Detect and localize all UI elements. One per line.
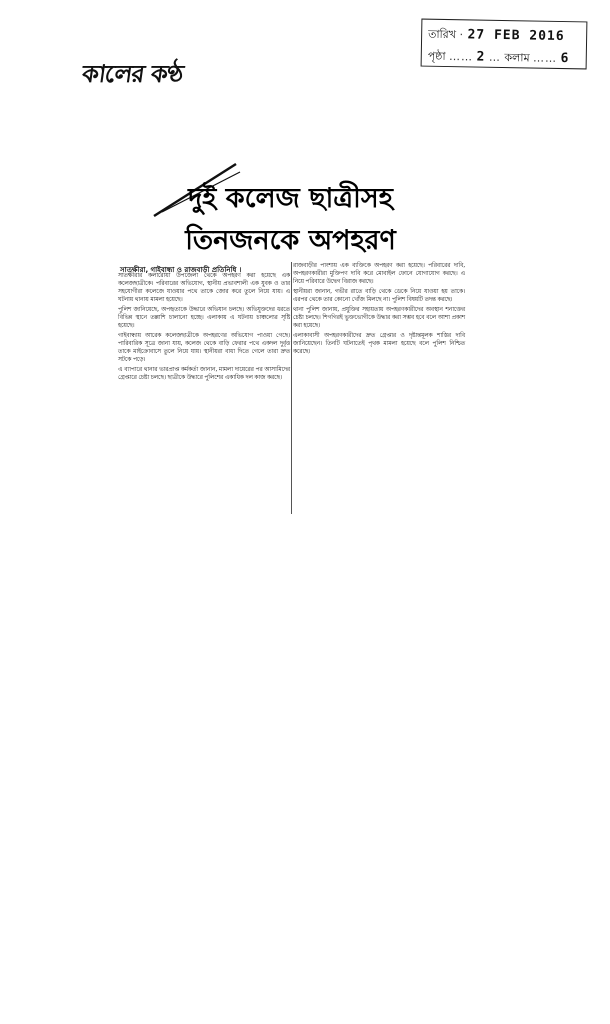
article-column-right — [293, 262, 465, 358]
stamp-date-row: তারিখ · 27 FEB 2016 — [428, 27, 565, 45]
stamp-page-row: পৃষ্ঠা …… 2 … কলাম …… 6 — [427, 49, 570, 67]
archive-stamp — [421, 19, 588, 70]
stamp-column-label: কলাম — [504, 51, 530, 65]
stamp-date-value: 27 FEB 2016 — [467, 27, 565, 45]
stamp-page-label: পৃষ্ঠা — [427, 49, 446, 63]
stamp-page-value: 2 — [476, 49, 486, 65]
column-divider — [291, 262, 292, 514]
article-paragraph: এ ব্যাপারে থানার ভারপ্রাপ্ত কর্মকর্তা জানান, মামলা দায়েরের পর আসামিদের গ্রেপ্তারে চেষ্টা চলছে। ছাত্রীকে উদ্ধারে পুলিশের একাধিক দল কাজ করছে। — [118, 366, 290, 381]
article-paragraph: সাতক্ষীরার কলারোয়া উপজেলা থেকে অপহরণ করা হয়েছে এক কলেজছাত্রীকে। পরিবারের অভিযোগ, স্থানীয় প্রভাবশালী এক যুবক ও তার সহযোগীরা কলেজে যাওয়ার পথে তাকে জোর করে তুলে নিয়ে যায়। এ ঘটনায় থানায় মামলা হয়েছে। — [118, 272, 290, 303]
headline-line-1: দুই কলেজ ছাত্রীসহ — [188, 183, 393, 214]
headline-line-2: তিনজনকে অপহরণ — [185, 225, 396, 256]
article-paragraph: থানা পুলিশ জানায়, প্রযুক্তির সহায়তায় অপহরণকারীদের অবস্থান শনাক্তের চেষ্টা চলছে। শিগগিরই ভুক্তভোগীকে উদ্ধার করা সম্ভব হবে বলে আশা প্রকাশ করা হয়েছে। — [293, 306, 465, 329]
article-headline — [118, 180, 463, 260]
stamp-date-label: তারিখ — [428, 27, 457, 42]
article-paragraph: এলাকাবাসী অপহরণকারীদের দ্রুত গ্রেপ্তার ও দৃষ্টান্তমূলক শাস্তির দাবি জানিয়েছেন। তিনটি ঘটনাতেই পৃথক মামলা হয়েছে বলে পুলিশ নিশ্চিত করেছে। — [293, 332, 465, 355]
newspaper-logo: কালের কণ্ঠ — [80, 59, 185, 88]
article-paragraph: পুলিশ জানিয়েছে, অপহৃতাকে উদ্ধারে অভিযান চলছে। অভিযুক্তদের ধরতে বিভিন্ন স্থানে তল্লাশি চালানো হচ্ছে। এলাকায় এ ঘটনায় চাঞ্চল্যের সৃষ্টি হয়েছে। — [118, 306, 290, 329]
article-byline: সাতক্ষীরা, গাইবান্ধা ও রাজবাড়ী প্রতিনিধি । — [120, 266, 242, 274]
article-paragraph: গাইবান্ধায় আরেক কলেজছাত্রীকে অপহরণের অভিযোগ পাওয়া গেছে। পারিবারিক সূত্রে জানা যায়, কলেজ থেকে বাড়ি ফেরার পথে একদল দুর্বৃত্ত তাকে মাইক্রোবাসে তুলে নিয়ে যায়। স্থানীয়রা বাধা দিতে গেলে তারা দ্রুত সটকে পড়ে। — [118, 332, 290, 363]
article-paragraph: স্থানীয়রা জানান, গভীর রাতে বাড়ি থেকে ডেকে নিয়ে যাওয়া হয় তাকে। এরপর থেকে তার কোনো খোঁজ মিলছে না। পুলিশ বিষয়টি তদন্ত করছে। — [293, 288, 465, 303]
stamp-column-value: 6 — [560, 50, 570, 67]
article-column-left — [118, 272, 290, 384]
article-paragraph: রাজবাড়ীর পাংশায় এক ব্যক্তিকে অপহরণ করা হয়েছে। পরিবারের দাবি, অপহরণকারীরা মুক্তিপণ দাবি করে মোবাইল ফোনে যোগাযোগ করছে। এ নিয়ে পরিবারে উদ্বেগ বিরাজ করছে। — [293, 262, 465, 285]
